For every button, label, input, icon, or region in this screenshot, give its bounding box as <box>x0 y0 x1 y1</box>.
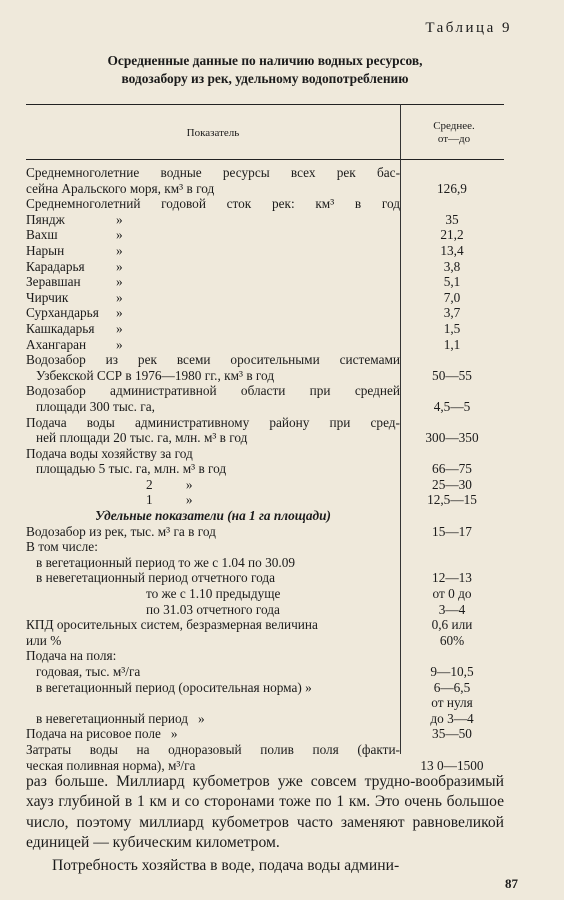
table-row <box>26 492 504 508</box>
row-value: 12,5—15 <box>427 492 477 508</box>
row-value: от 0 до <box>432 586 472 602</box>
row-label: 1 » <box>146 492 193 508</box>
row-label: Зеравшан <box>26 274 81 290</box>
column-header-value <box>404 120 504 146</box>
table-row <box>26 664 504 680</box>
row-value: 35 <box>445 211 459 227</box>
row-label: Ахангаран <box>26 336 87 352</box>
table-row <box>26 680 504 696</box>
table-row <box>26 477 504 493</box>
row-label: то же с 1.10 предыдуще <box>146 586 281 602</box>
row-label: Подача на поля: <box>26 648 117 664</box>
row-value: 126,9 <box>437 180 467 196</box>
row-label: Сурхандарья <box>26 305 99 321</box>
row-value: от нуля <box>431 695 473 711</box>
table-title-line: Осредненные данные по наличию водных ресурсов, <box>107 53 423 68</box>
row-value: 60% <box>439 632 465 648</box>
row-value: 25—30 <box>432 476 472 492</box>
table-row <box>26 243 504 259</box>
paragraph: Потребность хозяйства в воде, подача воды админи- <box>52 856 400 874</box>
table-title-line: водозабору из рек, удельному водопотреблению <box>121 71 409 86</box>
row-label: 2 » <box>146 476 193 492</box>
table-header-rule <box>26 159 504 160</box>
table-row <box>26 415 504 431</box>
row-value: 13,4 <box>440 242 464 258</box>
row-label: площади 300 тыс. га, <box>36 398 155 414</box>
row-label: Карадарья <box>26 258 85 274</box>
row-label: ческая поливная норма), м³/га <box>26 757 196 773</box>
row-label: Среднемноголетний годовой сток рек: км³ в год <box>26 196 400 212</box>
table-row <box>26 711 504 727</box>
table-title <box>26 52 504 88</box>
row-label: Затраты воды на одноразовый полив поля (факти- <box>26 741 400 757</box>
table-row <box>26 742 504 758</box>
row-value: 9—10,5 <box>430 664 474 679</box>
table-row <box>26 399 504 415</box>
row-value: 0,6 или <box>431 617 473 633</box>
table-row <box>26 274 504 290</box>
table-row <box>26 259 504 275</box>
ditto-mark: » <box>116 320 123 336</box>
table-row <box>26 337 504 353</box>
ditto-mark: » <box>116 289 123 305</box>
row-label: годовая, тыс. м³/га <box>36 664 141 679</box>
row-value: 300—350 <box>425 430 479 446</box>
row-value: 1,1 <box>443 336 461 352</box>
ditto-mark: » <box>116 258 123 274</box>
table-body <box>26 165 504 773</box>
ditto-mark: » <box>116 227 123 243</box>
row-value: до 3—4 <box>430 710 474 726</box>
row-value: 5,1 <box>443 274 461 290</box>
table-row <box>26 352 504 368</box>
table-row <box>26 555 504 571</box>
row-label: Подача воды административному району при сред- <box>26 414 400 430</box>
row-label: в вегетационный период (оросительная норма) » <box>36 679 312 695</box>
row-value: 7,0 <box>443 289 461 305</box>
ditto-mark: » <box>116 211 123 227</box>
ditto-mark: » <box>116 242 123 258</box>
row-value: 15—17 <box>432 523 472 539</box>
row-label: площадью 5 тыс. га, млн. м³ в год <box>36 461 227 477</box>
row-value: 50—55 <box>432 367 472 383</box>
row-value: 4,5—5 <box>433 398 471 414</box>
row-label: Кашкадарья <box>26 320 95 336</box>
row-value: 21,2 <box>440 227 464 243</box>
row-label: Нарын <box>26 242 65 258</box>
row-label: в вегетационный период то же с 1.04 по 30.09 <box>36 554 296 570</box>
table-row <box>26 321 504 337</box>
row-label: сейна Аральского моря, км³ в год <box>26 180 215 196</box>
ditto-mark: » <box>116 274 123 290</box>
table-row <box>26 524 504 540</box>
table-row <box>26 695 504 711</box>
column-header-value-line: Среднее. <box>433 120 475 132</box>
body-text <box>26 772 504 876</box>
row-value: 35—50 <box>432 726 472 742</box>
row-label: в невегетационный период » <box>36 710 205 726</box>
table-row <box>26 430 504 446</box>
table-top-rule <box>26 104 504 105</box>
table-row <box>26 586 504 602</box>
row-label: в невегетационный период отчетного года <box>36 570 275 586</box>
table-row <box>26 758 504 774</box>
table-row <box>26 633 504 649</box>
row-label: ней площади 20 тыс. га, млн. м³ в год <box>36 430 248 446</box>
row-label: Водозабор из рек, тыс. м³ га в год <box>26 523 216 539</box>
table-row <box>26 726 504 742</box>
row-label: Удельные показатели (на 1 га площади) <box>95 508 331 524</box>
row-value: 3,8 <box>443 258 461 274</box>
row-label: или % <box>26 632 62 648</box>
table-row <box>26 196 504 212</box>
ditto-mark: » <box>116 305 123 321</box>
table-row <box>26 461 504 477</box>
row-label: КПД оросительных систем, безразмерная величина <box>26 617 318 633</box>
table-row <box>26 227 504 243</box>
row-label: Чирчик <box>26 289 69 305</box>
row-label: Подача воды хозяйству за год <box>26 445 193 461</box>
row-label: Подача на рисовое поле » <box>26 726 178 742</box>
row-label: Среднемноголетние водные ресурсы всех рек бас- <box>26 165 400 180</box>
row-value: 12—13 <box>432 570 472 586</box>
table-row <box>26 181 504 197</box>
row-label: Узбекской ССР в 1976—1980 гг., км³ в год <box>36 367 275 383</box>
table-row <box>26 446 504 462</box>
table-row <box>26 368 504 384</box>
row-value: 6—6,5 <box>433 679 471 695</box>
row-value: 66—75 <box>432 461 472 477</box>
ditto-mark: » <box>116 336 123 352</box>
table-row <box>26 617 504 633</box>
table-number: Таблица 9 <box>425 20 512 36</box>
row-value: 3—4 <box>438 601 466 617</box>
table-row <box>26 165 504 181</box>
row-value: 3,7 <box>443 305 461 321</box>
row-value: 13 0—1500 <box>420 757 484 773</box>
row-label: В том числе: <box>26 539 98 555</box>
column-header-value-line: от—до <box>437 133 471 145</box>
table-row <box>26 508 504 524</box>
table-row <box>26 648 504 664</box>
paragraph: раз больше. Миллиард кубометров уже совсем трудно-вообразимый хауз глубиной в 1 км и со сторонами тоже по 1 км. Это очень большое число, поэтому миллиард кубометров часто заменяют равновеликой единицей — кубическим километром. <box>26 773 504 852</box>
table-row <box>26 539 504 555</box>
row-label: Водозабор из рек всеми оросительными системами <box>26 352 400 368</box>
table-row <box>26 383 504 399</box>
row-value: 1,5 <box>443 320 461 336</box>
column-header-indicator: Показатель <box>186 127 240 139</box>
page-number: 87 <box>505 876 518 891</box>
row-label: по 31.03 отчетного года <box>146 601 280 617</box>
table-row <box>26 290 504 306</box>
row-label: Водозабор административной области при средней <box>26 383 400 399</box>
table-row <box>26 305 504 321</box>
table-row <box>26 602 504 618</box>
table-row <box>26 212 504 228</box>
table-row <box>26 570 504 586</box>
row-label: Вахш <box>26 227 58 243</box>
row-label: Пяндж <box>26 211 65 227</box>
